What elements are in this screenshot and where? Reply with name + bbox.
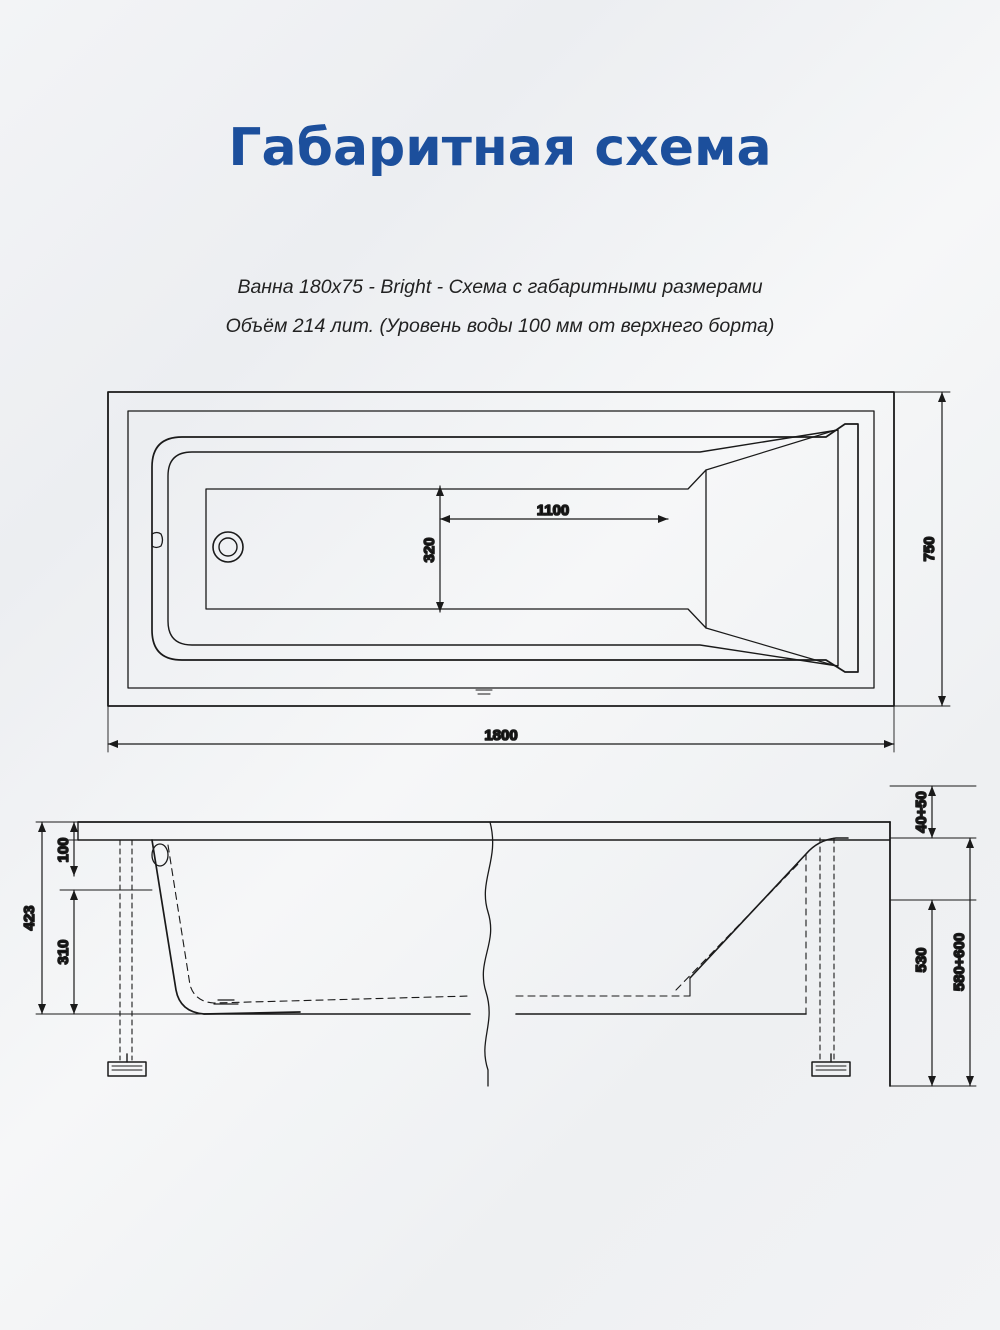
dim-530-arrow-bottom [928,1076,936,1086]
subtitle-line-2: Объём 214 лит. (Уровень воды 100 мм от верхнего борта) [225,315,775,337]
side-backrest-dashed [676,862,800,990]
side-backrest-slope [690,838,848,978]
top-view-bowl-outline [152,424,858,672]
dim-423-label: 423 [21,905,38,931]
dim-580-600-arrow-bottom [966,1076,974,1086]
dim-750-arrow-top [938,392,946,402]
dim-1800-arrow-right [884,740,894,748]
dim-310-arrow-top [70,890,78,900]
dim-580-600-arrow-top [966,838,974,848]
dim-423-arrow-top [38,822,46,832]
top-view-bowl-inner [168,430,838,666]
side-inner-contour-left [168,845,470,1003]
side-break-line [483,822,492,1086]
dim-320-arrow-top [436,486,444,496]
dim-750-label: 750 [921,536,938,562]
dim-580-600-label: 580÷600 [951,932,968,992]
dim-1100-label: 1100 [536,502,570,519]
overflow-slot [152,533,163,548]
drain-outer-circle [213,532,243,562]
dim-530-arrow-top [928,900,936,910]
side-left-profile [152,840,300,1014]
top-view-taper-upper [706,430,836,470]
dim-100-label: 100 [55,837,72,863]
dim-423-arrow-bottom [38,1004,46,1014]
subtitle-line-1: Ванна 180х75 - Bright - Схема с габаритными размерами [237,276,763,298]
dim-1100-arrow-right [658,515,668,523]
dim-310-label: 310 [55,939,72,965]
top-view-bottom-area [206,470,706,628]
top-view-detail-mark [476,690,492,694]
side-leg-left [108,1054,146,1076]
dim-320-label: 320 [421,537,438,563]
dim-310-arrow-bottom [70,1004,78,1014]
dim-1800-arrow-left [108,740,118,748]
top-view-outer-rim [108,392,894,706]
page-title: Габаритная схема [228,118,772,178]
dim-100-arrow-bottom [70,866,78,876]
drain-inner-circle [219,538,237,556]
dim-750-arrow-bottom [938,696,946,706]
dim-320-arrow-bottom [436,602,444,612]
side-view-group [21,786,976,1086]
dim-1100-arrow-left [440,515,450,523]
dim-1800-label: 1800 [484,727,518,744]
dim-100-arrow-top [70,822,78,832]
top-view-group [108,392,950,752]
side-leg-right [812,1054,850,1076]
dim-40-50-label: 40÷50 [913,791,930,833]
dim-530-label: 530 [913,947,930,973]
